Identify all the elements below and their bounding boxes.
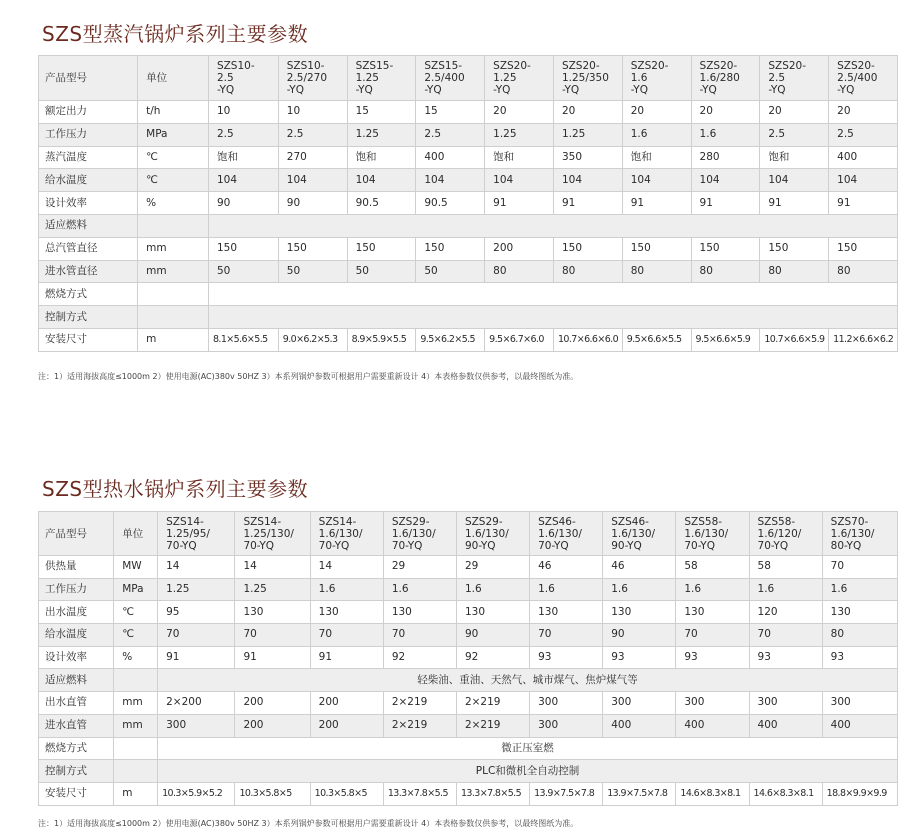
table-cell: 1.25 [553, 123, 622, 146]
table-cell: 280 [691, 146, 760, 169]
table-cell: 饱和 [622, 146, 691, 169]
table-cell: 80 [622, 260, 691, 283]
table-header-row [39, 56, 898, 101]
row-label: 工作压力 [39, 578, 114, 601]
table-row [39, 646, 898, 669]
table-cell: 130 [310, 601, 383, 624]
table-cell: 150 [691, 237, 760, 260]
row-unit: mm [114, 692, 158, 715]
row-unit: mm [114, 714, 158, 737]
table-cell: 10 [208, 101, 278, 124]
table-cell: 93 [603, 646, 676, 669]
table-cell: 90.5 [347, 192, 416, 215]
table-cell: 70 [235, 624, 310, 647]
table-row [39, 692, 898, 715]
table-cell: 1.6 [530, 578, 603, 601]
table-cell: 9.5×6.6×5.9 [691, 328, 760, 351]
row-label: 给水温度 [39, 169, 138, 192]
row-label: 进水直管 [39, 714, 114, 737]
table-cell: 91 [760, 192, 829, 215]
table-row [39, 782, 898, 805]
row-label: 额定出力 [39, 101, 138, 124]
row-label: 安装尺寸 [39, 782, 114, 805]
table-cell: 130 [603, 601, 676, 624]
table-cell: 120 [749, 601, 822, 624]
table-cell: 91 [485, 192, 554, 215]
row-unit [138, 283, 209, 306]
table-cell: 1.6 [822, 578, 897, 601]
header-model-3: SZS14- 1.6/130/ 70-YQ [310, 512, 383, 556]
row-unit: ℃ [138, 169, 209, 192]
table-cell: 130 [822, 601, 897, 624]
table-cell: 104 [691, 169, 760, 192]
row-label: 给水温度 [39, 624, 114, 647]
row-unit: m [114, 782, 158, 805]
table-cell: 92 [456, 646, 529, 669]
table-cell: 300 [822, 692, 897, 715]
hotwater-boiler-table-title: SZS型热水锅炉系列主要参数 [42, 477, 309, 501]
table-cell: 80 [760, 260, 829, 283]
row-label: 适应燃料 [39, 669, 114, 692]
table-cell: 1.6 [691, 123, 760, 146]
table-cell: 130 [530, 601, 603, 624]
table-cell: 15 [416, 101, 485, 124]
hotwater-table-footnote: 注：1）适用海拔高度≤1000m 2）使用电源(AC)380v 50HZ 3）本系列锅炉参数可根据用户需要重新设计 4）本表格参数仅供参考，以最终图纸为准。 [38, 819, 579, 828]
table-cell: 104 [485, 169, 554, 192]
table-cell: 300 [530, 714, 603, 737]
table-cell: 104 [622, 169, 691, 192]
row-label: 出水直管 [39, 692, 114, 715]
row-label: 安装尺寸 [39, 328, 138, 351]
table-cell: 2.5 [278, 123, 347, 146]
table-row [39, 306, 898, 329]
table-cell: 2×219 [383, 714, 456, 737]
table-cell: 饱和 [208, 146, 278, 169]
table-cell: 饱和 [347, 146, 416, 169]
table-cell: 104 [278, 169, 347, 192]
table-cell: 1.25 [485, 123, 554, 146]
table-cell: 2×219 [383, 692, 456, 715]
row-label: 进水管直径 [39, 260, 138, 283]
table-cell: 91 [310, 646, 383, 669]
table-cell: 15 [347, 101, 416, 124]
header-model-4: SZS15- 2.5/400 -YQ [416, 56, 485, 101]
table-row [39, 601, 898, 624]
header-model-2: SZS14- 1.25/130/ 70-YQ [235, 512, 310, 556]
row-label: 设计效率 [39, 646, 114, 669]
row-unit: mm [138, 260, 209, 283]
row-label: 燃烧方式 [39, 283, 138, 306]
table-cell: 9.5×6.6×5.5 [622, 328, 691, 351]
table-cell: 13.3×7.8×5.5 [383, 782, 456, 805]
table-cell: 14 [310, 556, 383, 579]
table-cell: 70 [530, 624, 603, 647]
row-unit: ℃ [138, 146, 209, 169]
table-row [39, 669, 898, 692]
table-cell: 1.6 [383, 578, 456, 601]
table-cell: 1.25 [158, 578, 235, 601]
table-cell: 10.3×5.8×5 [310, 782, 383, 805]
table-cell: 14.6×8.3×8.1 [749, 782, 822, 805]
table-cell: 2×200 [158, 692, 235, 715]
table-cell: 93 [749, 646, 822, 669]
table-cell: 91 [691, 192, 760, 215]
table-cell: 300 [603, 692, 676, 715]
steam-boiler-parameters-table [38, 55, 898, 352]
table-cell: 2×219 [456, 692, 529, 715]
table-cell: 104 [347, 169, 416, 192]
table-cell: 13.9×7.5×7.8 [530, 782, 603, 805]
table-cell: 2.5 [829, 123, 898, 146]
table-cell: 270 [278, 146, 347, 169]
table-cell: 9.5×6.7×6.0 [485, 328, 554, 351]
table-row [39, 556, 898, 579]
header-model-10: SZS70- 1.6/130/ 80-YQ [822, 512, 897, 556]
table-cell: 200 [235, 714, 310, 737]
row-label: 出水温度 [39, 601, 114, 624]
table-cell: 200 [485, 237, 554, 260]
table-cell: 20 [691, 101, 760, 124]
table-cell: 300 [158, 714, 235, 737]
table-cell: 400 [416, 146, 485, 169]
table-cell: 70 [158, 624, 235, 647]
table-row [39, 192, 898, 215]
merged-cell [208, 214, 897, 237]
table-cell: 150 [416, 237, 485, 260]
table-cell: 400 [749, 714, 822, 737]
table-cell: 46 [603, 556, 676, 579]
row-label: 总汽管直径 [39, 237, 138, 260]
row-label: 工作压力 [39, 123, 138, 146]
table-row [39, 328, 898, 351]
table-cell: 饱和 [485, 146, 554, 169]
table-cell: 2.5 [760, 123, 829, 146]
table-cell: 90 [278, 192, 347, 215]
row-unit: % [114, 646, 158, 669]
table-cell: 20 [622, 101, 691, 124]
header-model-label: 产品型号 [39, 512, 114, 556]
header-model-6: SZS46- 1.6/130/ 70-YQ [530, 512, 603, 556]
table-row [39, 283, 898, 306]
header-model-8: SZS20- 1.6/280 -YQ [691, 56, 760, 101]
table-cell: 1.6 [676, 578, 749, 601]
table-cell: 400 [822, 714, 897, 737]
table-cell: 93 [822, 646, 897, 669]
steam-table-footnote: 注：1）适用海拔高度≤1000m 2）使用电源(AC)380v 50HZ 3）本系列锅炉参数可根据用户需要重新设计 4）本表格参数仅供参考，以最终图纸为准。 [38, 372, 579, 381]
table-cell: 90 [603, 624, 676, 647]
merged-cell: 微正压室燃 [158, 737, 898, 760]
table-cell: 70 [676, 624, 749, 647]
table-cell: 130 [383, 601, 456, 624]
table-cell: 58 [676, 556, 749, 579]
table-cell: 95 [158, 601, 235, 624]
table-row [39, 169, 898, 192]
table-cell: 1.25 [235, 578, 310, 601]
header-model-5: SZS20- 1.25 -YQ [485, 56, 554, 101]
table-cell: 400 [676, 714, 749, 737]
table-cell: 8.9×5.9×5.5 [347, 328, 416, 351]
table-cell: 92 [383, 646, 456, 669]
table-cell: 1.6 [622, 123, 691, 146]
table-cell: 130 [235, 601, 310, 624]
table-cell: 18.8×9.9×9.9 [822, 782, 897, 805]
table-cell: 130 [676, 601, 749, 624]
table-row [39, 737, 898, 760]
header-model-7: SZS20- 1.6 -YQ [622, 56, 691, 101]
table-cell: 46 [530, 556, 603, 579]
row-unit [114, 669, 158, 692]
header-model-6: SZS20- 1.25/350 -YQ [553, 56, 622, 101]
table-cell: 2×219 [456, 714, 529, 737]
table-cell: 93 [676, 646, 749, 669]
table-row [39, 237, 898, 260]
table-cell: 400 [603, 714, 676, 737]
row-unit: ℃ [114, 601, 158, 624]
table-row [39, 578, 898, 601]
header-model-9: SZS58- 1.6/120/ 70-YQ [749, 512, 822, 556]
table-cell: 300 [749, 692, 822, 715]
table-cell: 饱和 [760, 146, 829, 169]
table-cell: 29 [383, 556, 456, 579]
table-cell: 58 [749, 556, 822, 579]
table-cell: 70 [310, 624, 383, 647]
table-row [39, 146, 898, 169]
table-cell: 10 [278, 101, 347, 124]
table-cell: 10.7×6.6×6.0 [553, 328, 622, 351]
row-label: 控制方式 [39, 760, 114, 783]
header-model-label: 产品型号 [39, 56, 138, 101]
table-cell: 1.6 [603, 578, 676, 601]
row-unit: MPa [138, 123, 209, 146]
table-cell: 50 [416, 260, 485, 283]
table-cell: 150 [553, 237, 622, 260]
table-cell: 20 [553, 101, 622, 124]
header-model-1: SZS10- 2.5 -YQ [208, 56, 278, 101]
table-cell: 20 [760, 101, 829, 124]
table-cell: 104 [760, 169, 829, 192]
table-cell: 50 [278, 260, 347, 283]
table-cell: 10.3×5.9×5.2 [158, 782, 235, 805]
row-label: 适应燃料 [39, 214, 138, 237]
table-cell: 300 [676, 692, 749, 715]
merged-cell: PLC和微机全自动控制 [158, 760, 898, 783]
row-unit: MW [114, 556, 158, 579]
table-cell: 70 [822, 556, 897, 579]
table-cell: 150 [347, 237, 416, 260]
table-cell: 91 [622, 192, 691, 215]
header-model-9: SZS20- 2.5 -YQ [760, 56, 829, 101]
header-model-8: SZS58- 1.6/130/ 70-YQ [676, 512, 749, 556]
merged-cell [208, 283, 897, 306]
row-label: 控制方式 [39, 306, 138, 329]
table-cell: 13.3×7.8×5.5 [456, 782, 529, 805]
table-row [39, 101, 898, 124]
header-model-4: SZS29- 1.6/130/ 70-YQ [383, 512, 456, 556]
table-cell: 9.0×6.2×5.3 [278, 328, 347, 351]
table-cell: 104 [208, 169, 278, 192]
table-cell: 10.3×5.8×5 [235, 782, 310, 805]
table-cell: 91 [235, 646, 310, 669]
table-cell: 91 [553, 192, 622, 215]
table-cell: 91 [158, 646, 235, 669]
row-unit: t/h [138, 101, 209, 124]
row-unit: m [138, 328, 209, 351]
steam-boiler-table-title: SZS型蒸汽锅炉系列主要参数 [42, 22, 309, 46]
row-label: 蒸汽温度 [39, 146, 138, 169]
table-cell: 20 [485, 101, 554, 124]
row-unit [138, 306, 209, 329]
table-cell: 300 [530, 692, 603, 715]
table-cell: 11.2×6.6×6.2 [829, 328, 898, 351]
table-cell: 70 [383, 624, 456, 647]
row-unit [114, 737, 158, 760]
table-row [39, 760, 898, 783]
table-cell: 9.5×6.2×5.5 [416, 328, 485, 351]
row-unit: ℃ [114, 624, 158, 647]
row-unit: % [138, 192, 209, 215]
row-unit [138, 214, 209, 237]
table-cell: 90.5 [416, 192, 485, 215]
table-cell: 1.6 [456, 578, 529, 601]
table-cell: 14.6×8.3×8.1 [676, 782, 749, 805]
row-unit [114, 760, 158, 783]
table-row [39, 714, 898, 737]
row-label: 设计效率 [39, 192, 138, 215]
table-cell: 104 [416, 169, 485, 192]
table-header-row [39, 512, 898, 556]
table-cell: 350 [553, 146, 622, 169]
hotwater-boiler-parameters-table [38, 511, 898, 806]
row-label: 燃烧方式 [39, 737, 114, 760]
table-cell: 150 [760, 237, 829, 260]
table-row [39, 624, 898, 647]
table-cell: 130 [456, 601, 529, 624]
table-cell: 29 [456, 556, 529, 579]
table-cell: 80 [691, 260, 760, 283]
table-cell: 10.7×6.6×5.9 [760, 328, 829, 351]
table-cell: 70 [749, 624, 822, 647]
row-unit: mm [138, 237, 209, 260]
table-cell: 1.25 [347, 123, 416, 146]
table-row [39, 214, 898, 237]
header-unit-label: 单位 [138, 56, 209, 101]
merged-cell: 轻柴油、重油、天然气、城市煤气、焦炉煤气等 [158, 669, 898, 692]
table-cell: 2.5 [208, 123, 278, 146]
table-cell: 104 [553, 169, 622, 192]
table-cell: 80 [485, 260, 554, 283]
table-cell: 13.9×7.5×7.8 [603, 782, 676, 805]
table-cell: 20 [829, 101, 898, 124]
header-model-3: SZS15- 1.25 -YQ [347, 56, 416, 101]
table-cell: 150 [829, 237, 898, 260]
table-cell: 80 [553, 260, 622, 283]
header-model-1: SZS14- 1.25/95/ 70-YQ [158, 512, 235, 556]
table-cell: 14 [158, 556, 235, 579]
table-cell: 14 [235, 556, 310, 579]
table-cell: 50 [347, 260, 416, 283]
table-row [39, 260, 898, 283]
table-cell: 1.6 [749, 578, 822, 601]
table-cell: 50 [208, 260, 278, 283]
table-cell: 93 [530, 646, 603, 669]
table-cell: 150 [622, 237, 691, 260]
table-cell: 90 [456, 624, 529, 647]
table-cell: 200 [310, 714, 383, 737]
table-cell: 400 [829, 146, 898, 169]
table-cell: 150 [278, 237, 347, 260]
header-model-5: SZS29- 1.6/130/ 90-YQ [456, 512, 529, 556]
table-cell: 90 [208, 192, 278, 215]
header-unit-label: 单位 [114, 512, 158, 556]
merged-cell [208, 306, 897, 329]
header-model-7: SZS46- 1.6/130/ 90-YQ [603, 512, 676, 556]
table-cell: 200 [235, 692, 310, 715]
table-cell: 8.1×5.6×5.5 [208, 328, 278, 351]
header-model-10: SZS20- 2.5/400 -YQ [829, 56, 898, 101]
table-cell: 91 [829, 192, 898, 215]
row-label: 供热量 [39, 556, 114, 579]
table-cell: 80 [822, 624, 897, 647]
table-cell: 1.6 [310, 578, 383, 601]
table-cell: 80 [829, 260, 898, 283]
table-cell: 200 [310, 692, 383, 715]
table-cell: 2.5 [416, 123, 485, 146]
row-unit: MPa [114, 578, 158, 601]
table-cell: 150 [208, 237, 278, 260]
table-row [39, 123, 898, 146]
header-model-2: SZS10- 2.5/270 -YQ [278, 56, 347, 101]
table-cell: 104 [829, 169, 898, 192]
